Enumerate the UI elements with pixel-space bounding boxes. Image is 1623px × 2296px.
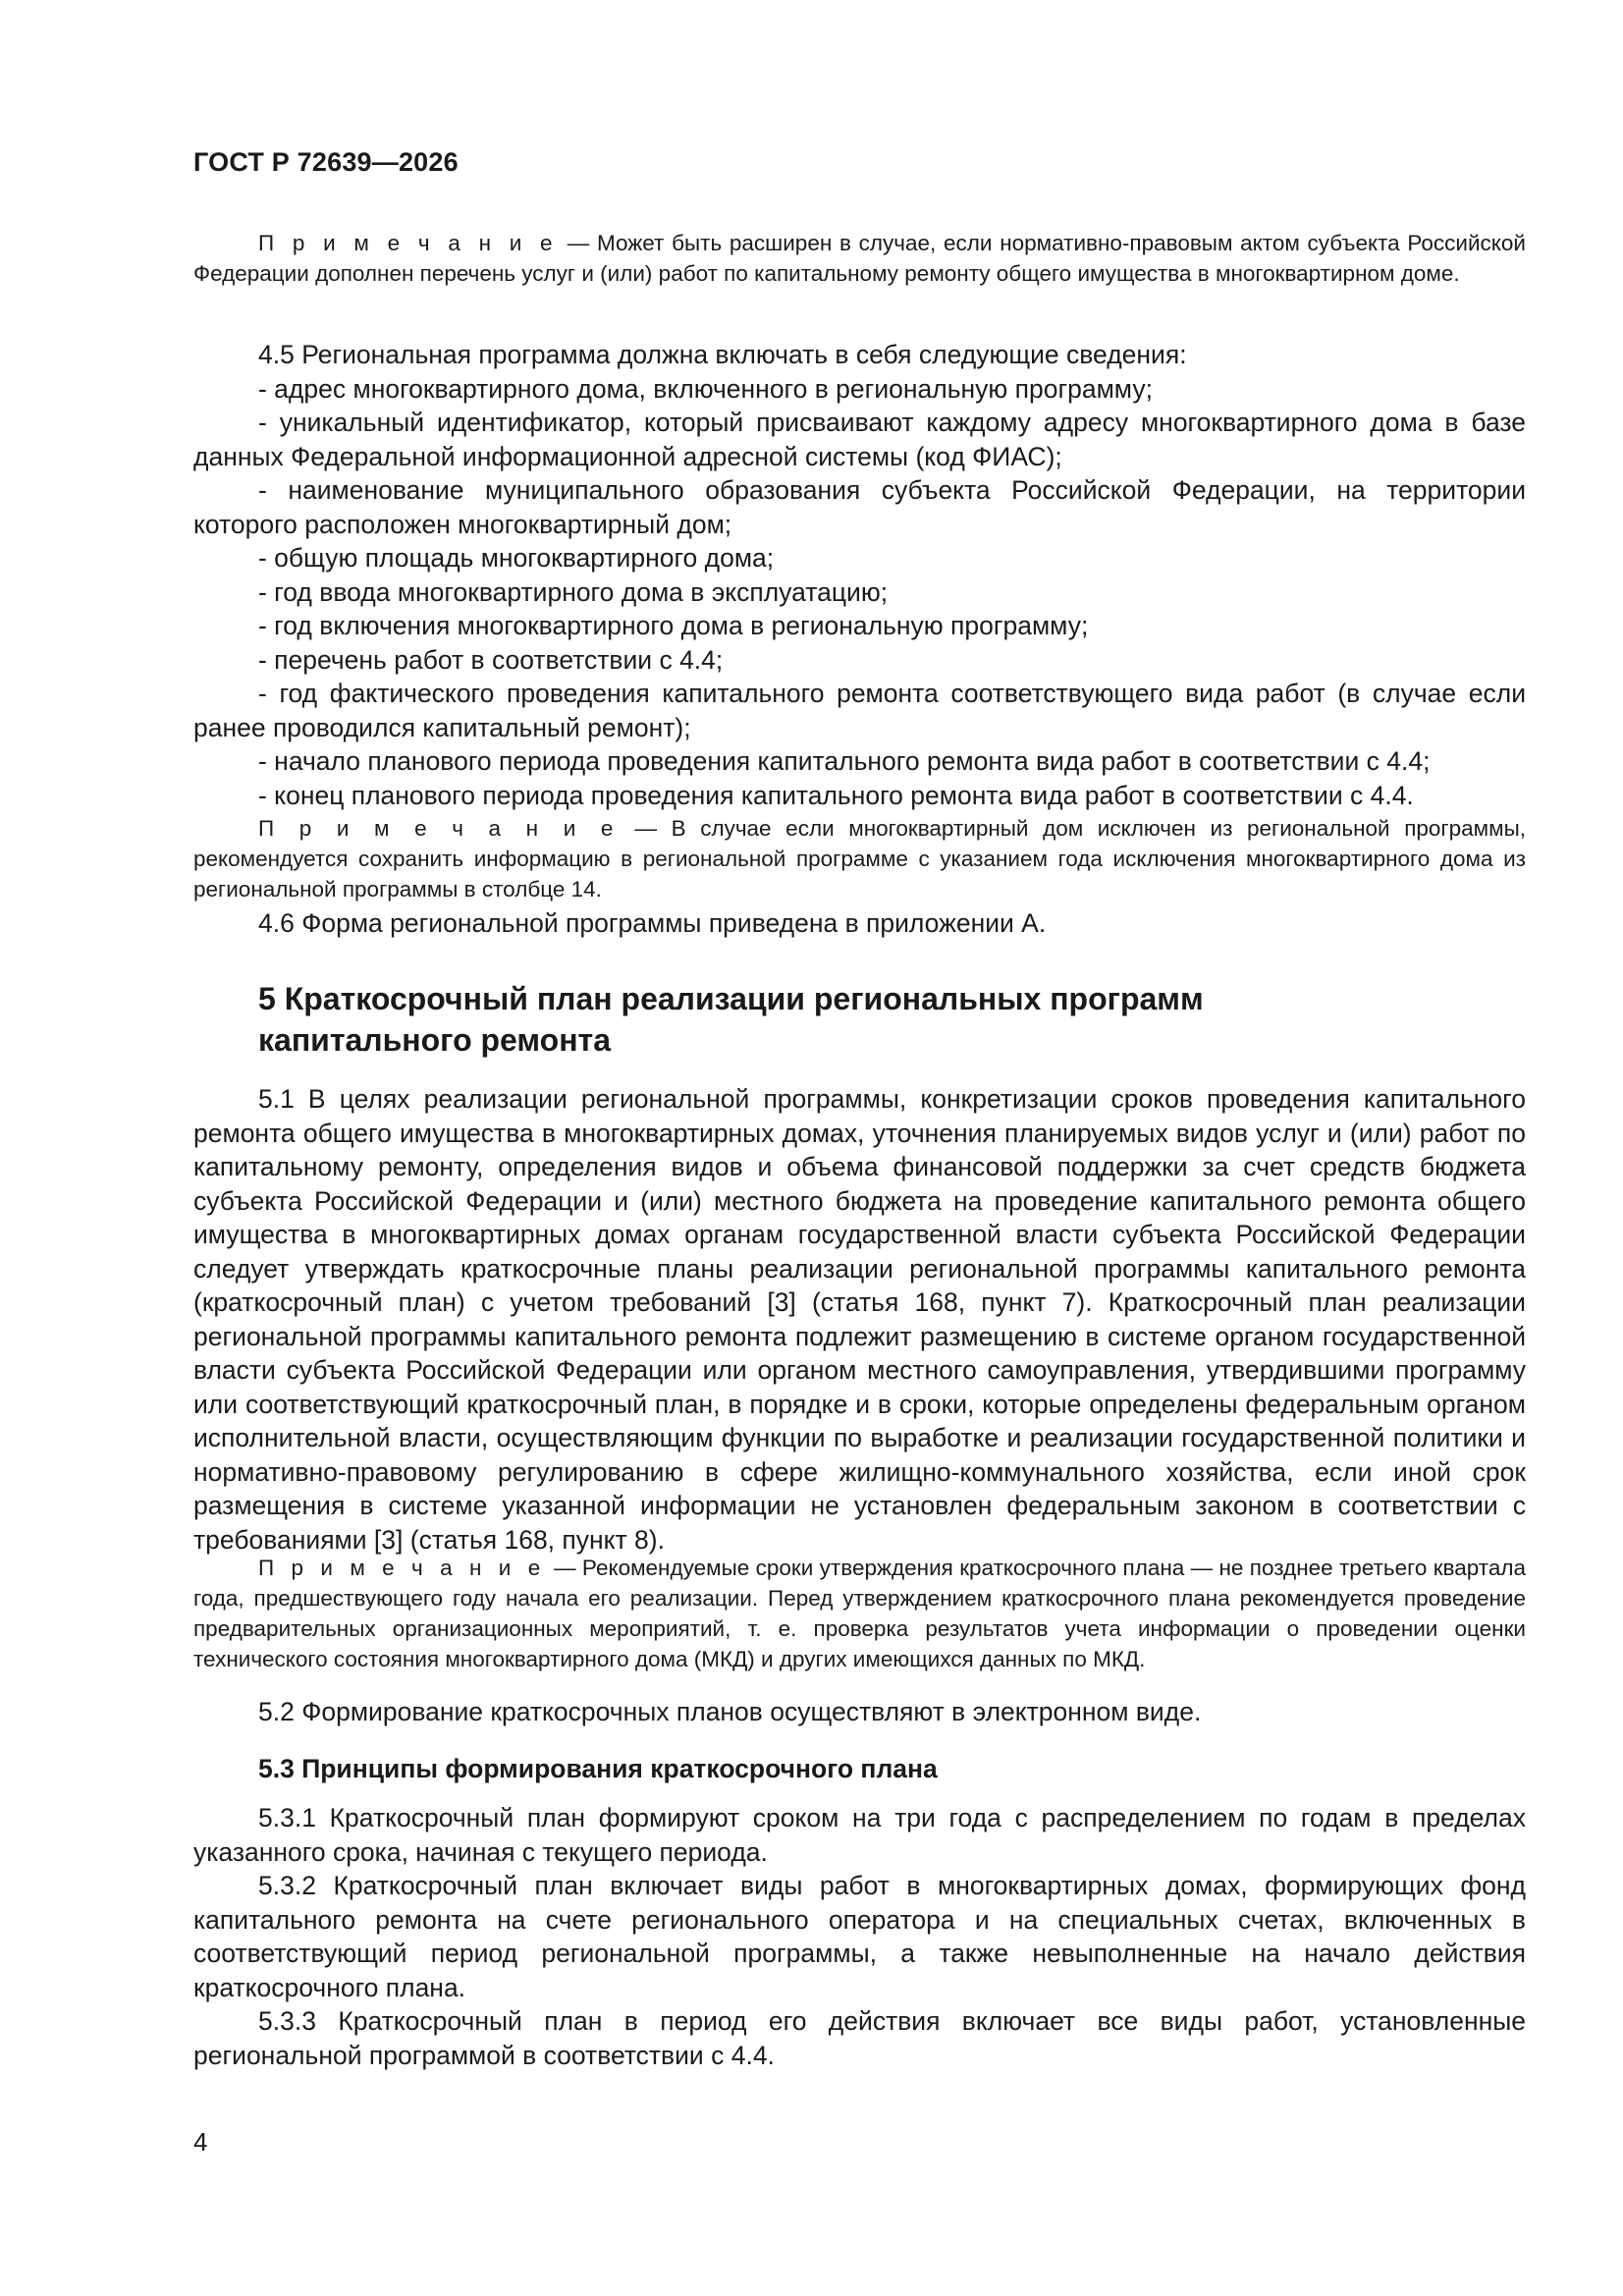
section-5-3-heading bbox=[193, 1752, 1526, 1785]
list-item: - год фактического проведения капитального ремонта соответствующего вида работ (в случае если ранее проводился капитальный ремонт); bbox=[193, 679, 1526, 742]
paragraph-5-3-1: 5.3.1 Краткосрочный план формируют сроком на три года с распределением по годам в пределах указанного срока, начиная с текущего периода. bbox=[193, 1803, 1526, 1867]
note-label: П р и м е ч а н и е bbox=[258, 231, 559, 255]
section-5-3-1 bbox=[193, 1801, 1526, 1869]
section-5-1 bbox=[193, 1082, 1526, 1557]
paragraph-4-5-intro: 4.5 Региональная программа должна включать в себя следующие сведения: bbox=[258, 340, 1187, 369]
section-4-5 bbox=[193, 338, 1526, 812]
note-label: П р и м е ч а н и е bbox=[258, 1556, 546, 1580]
section-5-heading bbox=[193, 978, 1526, 1061]
paragraph-5-2: 5.2 Формирование краткосрочных планов осуществляют в электронном виде. bbox=[258, 1697, 1202, 1726]
paragraph-5-3-3: 5.3.3 Краткосрочный план в период его действия включает все виды работ, установленные региональной программой в соответствии с 4.4. bbox=[193, 2006, 1526, 2070]
list-item: - общую площадь многоквартирного дома; bbox=[258, 543, 775, 573]
note-1 bbox=[193, 228, 1526, 289]
section-title-line-1: 5 Краткосрочный план реализации региональных программ bbox=[258, 981, 1204, 1016]
note-2 bbox=[193, 813, 1526, 904]
paragraph-5-1: 5.1 В целях реализации региональной программы, конкретизации сроков проведения капитального ремонта общего имущества в многоквартирных домах, уточнения планируемых видов услуг и (или) работ по капитальному ремонту, определения видов и объема финансовой поддержки за счет средств бюджета субъекта Российской Федерации и (или) местного бюджета на проведение капитального ремонта общего имущества в многоквартирных домах органам государственной власти субъекта Российской Федерации следует утверждать краткосрочные планы реализации региональной программы капитального ремонта (краткосрочный план) с учетом требований [3] (статья 168, пункт 7). Краткосрочный план реализации региональной программы капитального ремонта подлежит размещению в системе органом государственной власти субъекта Российской Федерации или органом местного самоуправления, утвердившими программу или соответствующий краткосрочный план, в порядке и в сроки, которые определены федеральным органом исполнительной власти, осуществляющим функции по выработке и реализации государственной политики и нормативно-правовому регулированию в сфере жилищно-коммунального хозяйства, если иной срок размещения в системе указанной информации не установлен федеральным законом в соответствии с требованиями [3] (статья 168, пункт 8). bbox=[193, 1084, 1526, 1555]
note-text: — Может быть расширен в случае, если нормативно-правовым актом субъекта Российской Федерации дополнен перечень услуг и (или) работ по капитальному ремонту общего имущества в многоквартирном доме. bbox=[193, 231, 1526, 286]
page-number: 4 bbox=[193, 2127, 208, 2157]
list-item: - наименование муниципального образования субъекта Российской Федерации, на территории которого расположен многоквартирный дом; bbox=[193, 475, 1526, 539]
subsection-title: 5.3 Принципы формирования краткосрочного плана bbox=[258, 1754, 938, 1783]
note-text: — В случае если многоквартирный дом исключен из региональной программы, рекомендуется сохранить информацию в региональной программе с указанием года исключения многоквартирного дома из региональной программы в столбце 14. bbox=[193, 816, 1526, 902]
list-item: - конец планового периода проведения капитального ремонта вида работ в соответствии с 4.4. bbox=[258, 780, 1414, 810]
list-item: - год включения многоквартирного дома в региональную программу; bbox=[258, 611, 1089, 640]
list-item: - начало планового периода проведения капитального ремонта вида работ в соответствии с 4.4; bbox=[258, 746, 1431, 776]
section-4-6 bbox=[193, 906, 1526, 941]
list-item: - год ввода многоквартирного дома в эксплуатацию; bbox=[258, 576, 889, 607]
paragraph-5-3-2: 5.3.2 Краткосрочный план включает виды работ в многоквартирных домах, формирующих фонд капитального ремонта на счете регионального оператора и на специальных счетах, включенных в соответствующий период региональной программы, а также невыполненные на начало действия краткосрочного плана. bbox=[193, 1871, 1526, 2002]
paragraph-4-6: 4.6 Форма региональной программы приведена в приложении А. bbox=[258, 908, 1047, 938]
document-page bbox=[193, 0, 1526, 2296]
note-block-1 bbox=[193, 228, 1526, 289]
list-item: - уникальный идентификатор, который присваивают каждому адресу многоквартирного дома в базе данных Федеральной информационной адресной системы (код ФИАС); bbox=[193, 408, 1526, 471]
note-text: — Рекомендуемые сроки утверждения краткосрочного плана — не позднее третьего квартала года, предшествующего году начала его реализации. Перед утверждением краткосрочного плана рекомендуется проведение предварительных организационных мероприятий, т. е. проверка результатов учета информации о проведении оценки технического состояния многоквартирного дома (МКД) и других имеющихся данных по МКД. bbox=[193, 1556, 1526, 1671]
list-item: - перечень работ в соответствии с 4.4; bbox=[258, 644, 724, 675]
document-header: ГОСТ Р 72639—2026 bbox=[193, 147, 459, 177]
section-5-2 bbox=[193, 1695, 1526, 1729]
note-block-3 bbox=[193, 1553, 1526, 1674]
section-5-3-3 bbox=[193, 2004, 1526, 2072]
note-label: П р и м е ч а н и е bbox=[258, 816, 619, 841]
list-item: - адрес многоквартирного дома, включенного в региональную программу; bbox=[258, 373, 1153, 404]
note-3 bbox=[193, 1553, 1526, 1674]
section-title-line-2: капитального ремонта bbox=[258, 1022, 612, 1058]
section-5-3-2 bbox=[193, 1869, 1526, 2004]
note-block-2 bbox=[193, 813, 1526, 904]
